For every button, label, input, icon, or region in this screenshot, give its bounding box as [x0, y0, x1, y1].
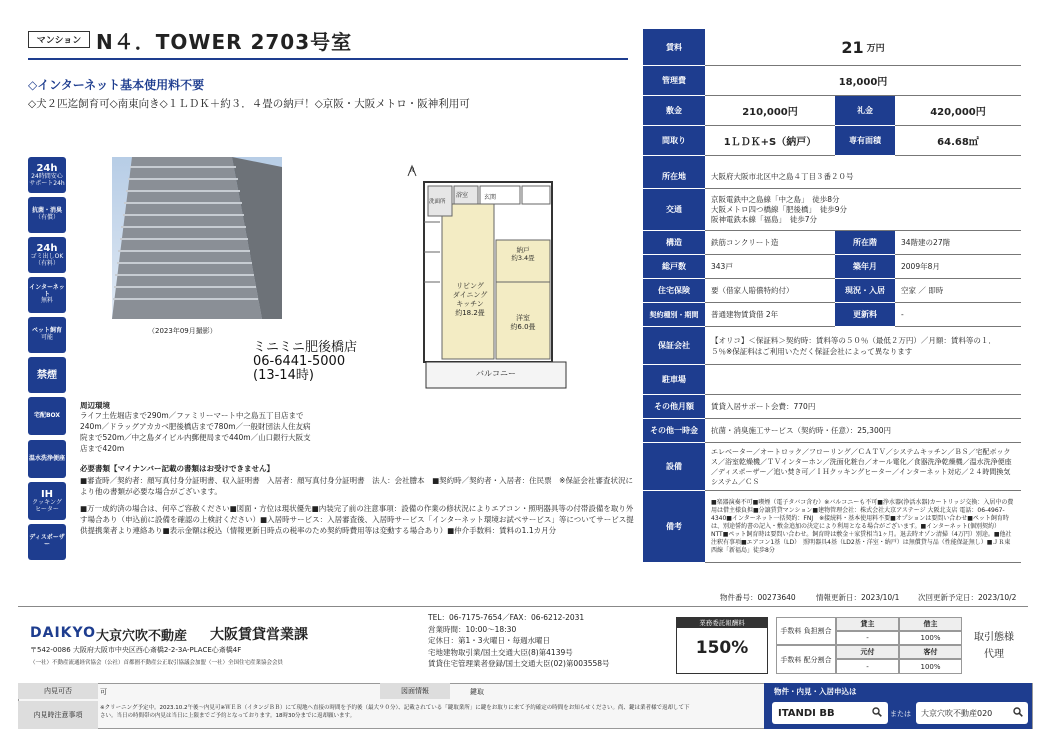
contract-label: 契約種別・期間 — [643, 303, 705, 327]
deposit-value: 210,000円 — [705, 96, 835, 126]
transaction-form-value: 代理 — [984, 649, 1004, 660]
property-table — [643, 29, 1021, 563]
icon-label: 可能 — [40, 334, 53, 341]
building-photo — [112, 157, 282, 319]
company-search[interactable] — [916, 702, 1028, 724]
apply-or: または — [890, 710, 911, 718]
other-monthly-value: 賃貸入居サポート会費：770円 — [705, 395, 1021, 419]
commission-box — [676, 617, 768, 674]
rent-value: 21 万円 — [705, 29, 1021, 66]
search-icon — [1013, 707, 1023, 719]
company-search-label: 大京穴吹不動産020 — [921, 708, 993, 718]
lessor-header: 貸主 — [836, 617, 899, 631]
agent-header: 客付 — [899, 645, 962, 659]
no-smoking-icon — [28, 357, 66, 393]
traffic-line-3: 阪神電鉄本線「福島」 徒歩7分 — [711, 214, 818, 224]
icon-label: 無料 — [40, 297, 53, 305]
icon-title: IH — [40, 488, 54, 500]
company-license-1: 宅地建物取引業/国土交通大臣(8)第4139号 — [428, 647, 573, 657]
address-value: 大阪府大阪市北区中之島４丁目３番２０号 — [705, 164, 1021, 189]
ih-cooker-icon — [28, 482, 66, 520]
store-name: ミニミニ肥後橋店 — [253, 340, 358, 355]
room-entrance-label: 玄関 — [484, 194, 497, 201]
room-bath-label: 浴室 — [456, 192, 469, 199]
documents-text: ■審査時／契約者：顔写真付身分証明書、収入証明書 入居者：顔写真付身分証明書 法人：会社謄本 ■契約時／契約者・入居者：住民票 ※保証会社審査状況により他の書類が必要な場合がございます。 — [80, 476, 633, 496]
company-tel: TEL：06-7175-7654／FAX：06-6212-2031 — [428, 613, 585, 622]
commission-value: 150% — [695, 638, 749, 658]
surroundings-heading: 周辺環境 — [80, 401, 110, 410]
next-update-date: 次回更新予定日：2023/10/2 — [918, 593, 1017, 602]
room-storage-label: 納戸 約3.4畳 — [511, 246, 535, 262]
visit-notes-value: ※クリーニング予定中。2023.10.2午後～内見可※ＷＥＢ（イタンジＢＢ）にて現地へ直接の時間を予約後（最大９０分）、記載されている「鍵取業所」に鍵をお取りに来て予約確定の時間をお知らせください。尚、鍵は業者様で返却して下さい。当日の時間帯の内見は当日に上限までご予約となっております。18時30分までに返却願います。 — [100, 705, 690, 719]
contact-label: 図面情報 — [380, 683, 450, 699]
notes-text: ■万一成約済の場合は、何卒ご容赦ください■図面・方位は現状優先■内装完了前の注意事項：設備の作業の修状況によりエアコン・照明器具等の付帯設備を取り外す場合あり（申込前に設備を確認の上検討ください）■入居時サービス：入居審査後、入居時サービス「インターネット環境お試べサービス」等についてサービス提供提携業者より連絡あり■表示金額は税込（情報更新日時点の税率のため契約時費用等は変動する場合あり）■仲介手数料：賃料の1.1カ月分 — [80, 504, 634, 535]
transaction-form-label: 取引態様 — [974, 632, 1014, 643]
structure-value: 鉄筋コンクリート造 — [705, 231, 835, 255]
traffic-value — [705, 189, 1021, 231]
key-money-label: 礼金 — [835, 96, 895, 126]
delivery-box-icon — [28, 397, 66, 435]
company-contact — [428, 612, 610, 670]
traffic-line-1: 京阪電鉄中之島線「中之島」 徒歩8分 — [711, 194, 840, 204]
apply-header: 物件・内見・入居申込は — [774, 687, 857, 696]
icon-label: 24時間安心 サポート24h — [29, 172, 65, 187]
visit-notes-label: 内見時注意事項 — [18, 701, 98, 729]
itandi-search[interactable] — [772, 702, 888, 724]
icon-label: ゴミ出しOK （有料） — [30, 252, 64, 267]
fee-burden-label: 手数料 負担割合 — [776, 617, 836, 645]
photo-caption: （2023年09月撮影） — [148, 327, 217, 335]
icon-title: ペット飼育 — [31, 327, 62, 335]
search-icon — [872, 707, 882, 719]
remarks-label: 備考 — [643, 491, 705, 563]
icon-title: インターネット — [29, 284, 65, 298]
contact-value: 鍵取 — [470, 688, 484, 696]
updated-date: 情報更新日：2023/10/1 — [816, 593, 900, 602]
washlet-icon — [28, 440, 66, 478]
rent-label: 賃料 — [643, 29, 705, 66]
units-value: 343戸 — [705, 255, 835, 279]
fee-split-table — [776, 617, 962, 674]
floor-value: 34階建の27階 — [895, 231, 1021, 255]
guarantee-value: 【オリコ】＜保証料＞契約時：賃料等の５０％（最低２万円）／月額：賃料等の１．５％※保証料はご利用いただく保証会社によって異なります — [705, 327, 1021, 365]
layout-label: 間取り — [643, 126, 705, 156]
parking-label: 駐車場 — [643, 365, 705, 395]
company-name: 大京穴吹不動産 — [96, 629, 188, 644]
company-address: 〒542-0086 大阪府大阪市中央区西心斎橋2-2-3A-PLACE心斎橋4F — [30, 646, 242, 654]
lessor-burden: - — [836, 631, 899, 645]
company-branch: 大阪賃貸営業課 — [210, 627, 308, 643]
icon-title: 禁煙 — [37, 369, 57, 381]
preview-value: 可 — [100, 688, 107, 696]
address-label: 所在地 — [643, 164, 705, 189]
gomi-24h-icon — [28, 237, 66, 273]
other-monthly-label: その他月額 — [643, 395, 705, 419]
room-ldk-label: リビング ダイニング キッチン 約18.2畳 — [452, 282, 488, 317]
documents-heading: 必要書類【マイナンバー記載の書類はお受けできません】 — [80, 464, 274, 473]
antibacterial-icon — [28, 197, 66, 233]
mgmt-label: 管理費 — [643, 66, 705, 96]
parking-value — [705, 365, 1021, 395]
facilities-label: 設備 — [643, 443, 705, 491]
units-label: 総戸数 — [643, 255, 705, 279]
company-hours: 営業時間：10:00～18:30 — [428, 624, 517, 634]
floor-plan — [404, 162, 574, 402]
renew-value: - — [895, 303, 1021, 327]
remarks-value: ■楽器演奏不可■喫煙（電子タバコ含む）※バルコニーも不可■浄水器(浄活水器)カートリッジ交換：入居中の費用は借主様負担■分譲賃貸マンション■建物管理会社：株式会社大京アステージ 大阪北支店 電話：06-4967-4340■インターネット一括契約：FNJ ※接続料・基本使用料不要■オプションは要問い合わせ■ペット飼育時は、別途誓約書の記入・敷金追加の決定により利用となる場合がございます。■インターネット(個別契約）NTT■ペット飼育時は要問い合わせ。飼育時は敷金＋家賃相当1ヶ月。退去時オゾン清掃（4万円）別途。■他社注釈有事項■エアコン1基（LD） 照明器具4基（LD2基・洋室・納戸）は無償貸与品（性能保証無し）■ＪＲ東西線「新福島」徒歩8分 — [705, 491, 1021, 563]
lessee-header: 借主 — [899, 617, 962, 631]
agent-share: 100% — [899, 659, 962, 674]
insurance-value: 要（借家人賠償特約付） — [705, 279, 835, 303]
itandi-label: ITANDI BB — [778, 707, 835, 719]
facilities-value: エレベーター／オートロック／フローリング／ＣＡＴＶ／システムキッチン／ＢＳ／宅配ボックス／浴室乾燥機／ＴＶインターホン／洗面化粧台／オール電化／食器洗浄乾燥機／温水洗浄便座／ディスポーザー／追い焚き可／ＩＨクッキングヒーター／インターネット対応／２４時間換気システム／ＣＳ — [705, 443, 1021, 491]
structure-label: 構造 — [643, 231, 705, 255]
status-value: 空家 ／ 即時 — [895, 279, 1021, 303]
deposit-label: 敷金 — [643, 96, 705, 126]
preview-label: 内見可否 — [18, 683, 98, 699]
icon-title: 24h — [36, 162, 58, 174]
icon-title: 宅配BOX — [33, 411, 61, 419]
traffic-line-2: 大阪メトロ四つ橋線「肥後橋」 徒歩9分 — [711, 204, 848, 214]
company-assoc: （一社）不動産流通経営協会（公社）首都圏不動産公正取引協議会加盟（一社）全国住宅産業協会会員 — [30, 660, 284, 666]
title-underline — [28, 58, 628, 60]
commission-header: 業務委託報酬料 — [677, 618, 767, 628]
icon-title: 温水洗浄便座 — [28, 454, 65, 462]
category-badge: マンション — [28, 31, 90, 48]
internet-icon — [28, 277, 66, 313]
icon-label: （有償） — [34, 214, 59, 221]
store-tel: 06-6441-5000 — [253, 354, 346, 369]
icon-title: 24h — [36, 242, 58, 254]
floor-label: 所在階 — [835, 231, 895, 255]
built-label: 築年月 — [835, 255, 895, 279]
property-number: 物件番号：00273640 — [720, 593, 796, 602]
page-title: N４．TOWER 2703号室 — [96, 30, 353, 54]
mgmt-value: 18,000円 — [705, 66, 1021, 96]
lessee-burden: 100% — [899, 631, 962, 645]
svg-text:N: N — [410, 167, 415, 174]
room-western-label: 洋室 約6.0畳 — [510, 314, 536, 331]
company-holiday: 定休日：第1・3火曜日・毎週水曜日 — [428, 636, 551, 645]
key-money-value: 420,000円 — [895, 96, 1021, 126]
source-header: 元付 — [836, 645, 899, 659]
company-license-2: 賃貸住宅管理業者登録/国土交通大臣(02)第003558号 — [428, 659, 610, 668]
other-once-value: 抗菌・消臭施工サービス（契約時・任意）：25,300円 — [705, 419, 1021, 443]
surroundings-text: ライフ土佐堀店まで290m／ファミリーマート中之島五丁目店まで240m／ドラッグアカカベ肥後橋店まで780m／一般財団法人住友病院まで520m／中之島ダイビル内郵便局まで440m／山口銀行大阪支店まで420m — [80, 411, 311, 453]
layout-value: 1ＬＤＫ+S（納戸） — [705, 126, 835, 156]
icon-title: 抗菌・消臭 — [31, 207, 62, 215]
disposer-icon — [28, 524, 66, 560]
insurance-label: 住宅保険 — [643, 279, 705, 303]
contract-value: 普通建物賃貸借 2年 — [705, 303, 835, 327]
area-label: 専有面積 — [835, 126, 895, 156]
store-hours: (13-14時) — [253, 368, 314, 383]
intro-subline: ◇犬２匹迄飼育可◇南東向き◇１ＬＤＫ＋約３．４畳の納戸！◇京阪・大阪メトロ・阪神利用可 — [28, 98, 470, 110]
other-once-label: その他一時金 — [643, 419, 705, 443]
built-value: 2009年8月 — [895, 255, 1021, 279]
intro-headline: ◇インターネット基本使用料不要 — [28, 78, 205, 92]
icon-title: ディスポーザー — [29, 534, 65, 548]
room-balcony-label: バルコニー — [476, 369, 516, 378]
pet-icon — [28, 317, 66, 353]
company-logo: DAIKYO — [30, 625, 97, 641]
area-value: 64.68㎡ — [895, 126, 1021, 156]
store-stamp — [253, 341, 357, 383]
support-24h-icon — [28, 157, 66, 193]
fee-distribution-label: 手数料 配分割合 — [776, 645, 836, 674]
guarantee-label: 保証会社 — [643, 327, 705, 365]
room-washroom-label: 洗面所 — [429, 199, 446, 205]
source-share: - — [836, 659, 899, 674]
separator-line — [18, 606, 1028, 607]
traffic-label: 交通 — [643, 189, 705, 231]
icon-label: クッキング ヒーター — [32, 498, 62, 513]
status-label: 現況・入居 — [835, 279, 895, 303]
renew-label: 更新料 — [835, 303, 895, 327]
